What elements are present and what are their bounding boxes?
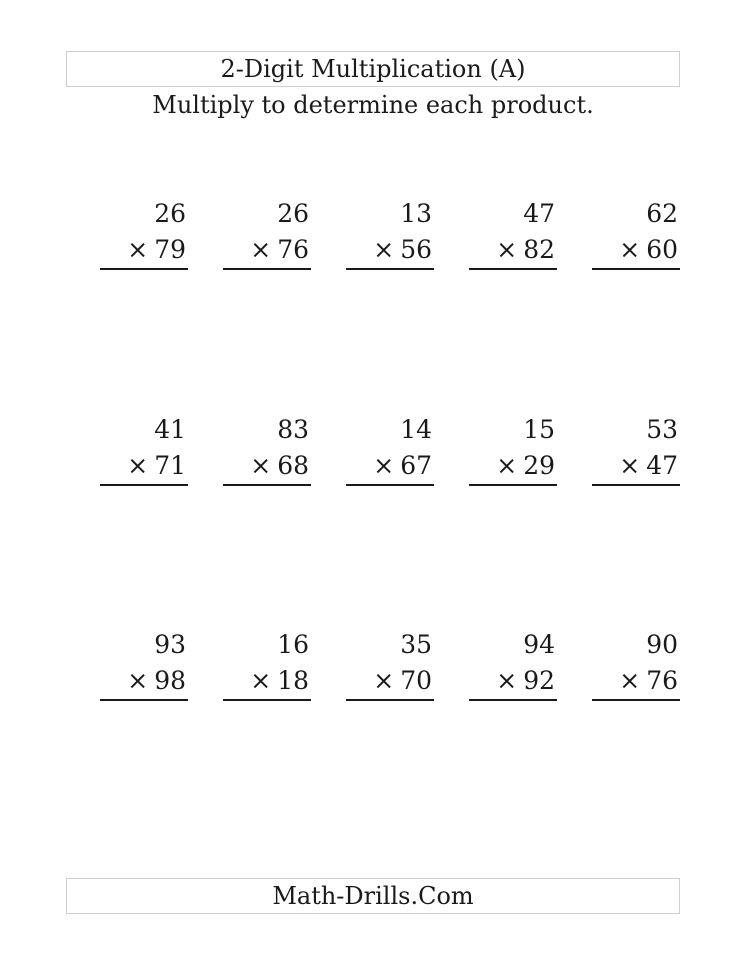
times-icon: ×: [250, 451, 272, 480]
multiplicand: 35: [400, 630, 432, 659]
multiplication-problem: [469, 630, 557, 700]
multiplicand: 62: [646, 199, 678, 228]
times-icon: ×: [496, 666, 518, 695]
multiplier-line: [127, 235, 186, 265]
multiplier-line: [496, 666, 555, 696]
times-icon: ×: [250, 666, 272, 695]
multiplier: 68: [277, 451, 309, 480]
multiplier: 71: [154, 451, 186, 480]
times-icon: ×: [373, 235, 395, 264]
multiplier-line: [250, 451, 309, 481]
multiplier: 79: [154, 235, 186, 264]
multiplication-problem: [100, 630, 188, 700]
multiplication-problem: [223, 199, 311, 269]
answer-line: [346, 699, 434, 701]
multiplier-line: [496, 235, 555, 265]
multiplier: 98: [154, 666, 186, 695]
times-icon: ×: [127, 451, 149, 480]
multiplicand: 15: [523, 415, 555, 444]
times-icon: ×: [496, 235, 518, 264]
times-icon: ×: [619, 451, 641, 480]
multiplication-problem: [100, 199, 188, 269]
multiplier-line: [373, 235, 432, 265]
multiplication-problem: [592, 199, 680, 269]
times-icon: ×: [250, 235, 272, 264]
answer-line: [346, 484, 434, 486]
multiplication-problem: [592, 630, 680, 700]
times-icon: ×: [373, 666, 395, 695]
answer-line: [469, 699, 557, 701]
problem-row: [100, 415, 690, 495]
multiplicand: 47: [523, 199, 555, 228]
multiplier-line: [619, 451, 678, 481]
multiplication-problem: [223, 630, 311, 700]
multiplication-problem: [100, 415, 188, 485]
multiplicand: 53: [646, 415, 678, 444]
answer-line: [100, 268, 188, 270]
times-icon: ×: [127, 666, 149, 695]
multiplicand: 94: [523, 630, 555, 659]
multiplicand: 41: [154, 415, 186, 444]
problem-row: [100, 630, 690, 710]
multiplication-problem: [346, 199, 434, 269]
answer-line: [100, 484, 188, 486]
answer-line: [592, 699, 680, 701]
footer-box: [66, 878, 680, 914]
multiplicand: 13: [400, 199, 432, 228]
answer-line: [223, 699, 311, 701]
multiplicand: 16: [277, 630, 309, 659]
multiplier: 82: [523, 235, 555, 264]
answer-line: [469, 268, 557, 270]
answer-line: [223, 484, 311, 486]
multiplicand: 93: [154, 630, 186, 659]
multiplier: 29: [523, 451, 555, 480]
answer-line: [346, 268, 434, 270]
multiplicand: 90: [646, 630, 678, 659]
multiplication-problem: [346, 415, 434, 485]
multiplier-line: [250, 666, 309, 696]
multiplier-line: [250, 235, 309, 265]
multiplication-problem: [346, 630, 434, 700]
multiplier-line: [373, 451, 432, 481]
answer-line: [592, 484, 680, 486]
answer-line: [223, 268, 311, 270]
times-icon: ×: [496, 451, 518, 480]
problem-row: [100, 199, 690, 279]
answer-line: [592, 268, 680, 270]
multiplicand: 83: [277, 415, 309, 444]
times-icon: ×: [619, 666, 641, 695]
multiplicand: 26: [277, 199, 309, 228]
multiplication-problem: [592, 415, 680, 485]
multiplier: 76: [277, 235, 309, 264]
multiplier: 67: [400, 451, 432, 480]
multiplication-problem: [223, 415, 311, 485]
footer-text: Math-Drills.Com: [272, 882, 474, 910]
multiplication-problem: [469, 415, 557, 485]
multiplier-line: [127, 451, 186, 481]
multiplication-problem: [469, 199, 557, 269]
multiplier: 60: [646, 235, 678, 264]
worksheet-title: 2-Digit Multiplication (A): [220, 55, 526, 83]
multiplier: 92: [523, 666, 555, 695]
answer-line: [469, 484, 557, 486]
multiplier: 76: [646, 666, 678, 695]
worksheet-title-box: [66, 51, 680, 87]
times-icon: ×: [127, 235, 149, 264]
multiplier: 18: [277, 666, 309, 695]
worksheet-instructions: Multiply to determine each product.: [152, 91, 594, 119]
multiplier: 47: [646, 451, 678, 480]
multiplier: 56: [400, 235, 432, 264]
times-icon: ×: [619, 235, 641, 264]
multiplicand: 26: [154, 199, 186, 228]
multiplier-line: [619, 666, 678, 696]
multiplier: 70: [400, 666, 432, 695]
multiplier-line: [496, 451, 555, 481]
multiplier-line: [619, 235, 678, 265]
answer-line: [100, 699, 188, 701]
multiplicand: 14: [400, 415, 432, 444]
times-icon: ×: [373, 451, 395, 480]
multiplier-line: [127, 666, 186, 696]
multiplier-line: [373, 666, 432, 696]
